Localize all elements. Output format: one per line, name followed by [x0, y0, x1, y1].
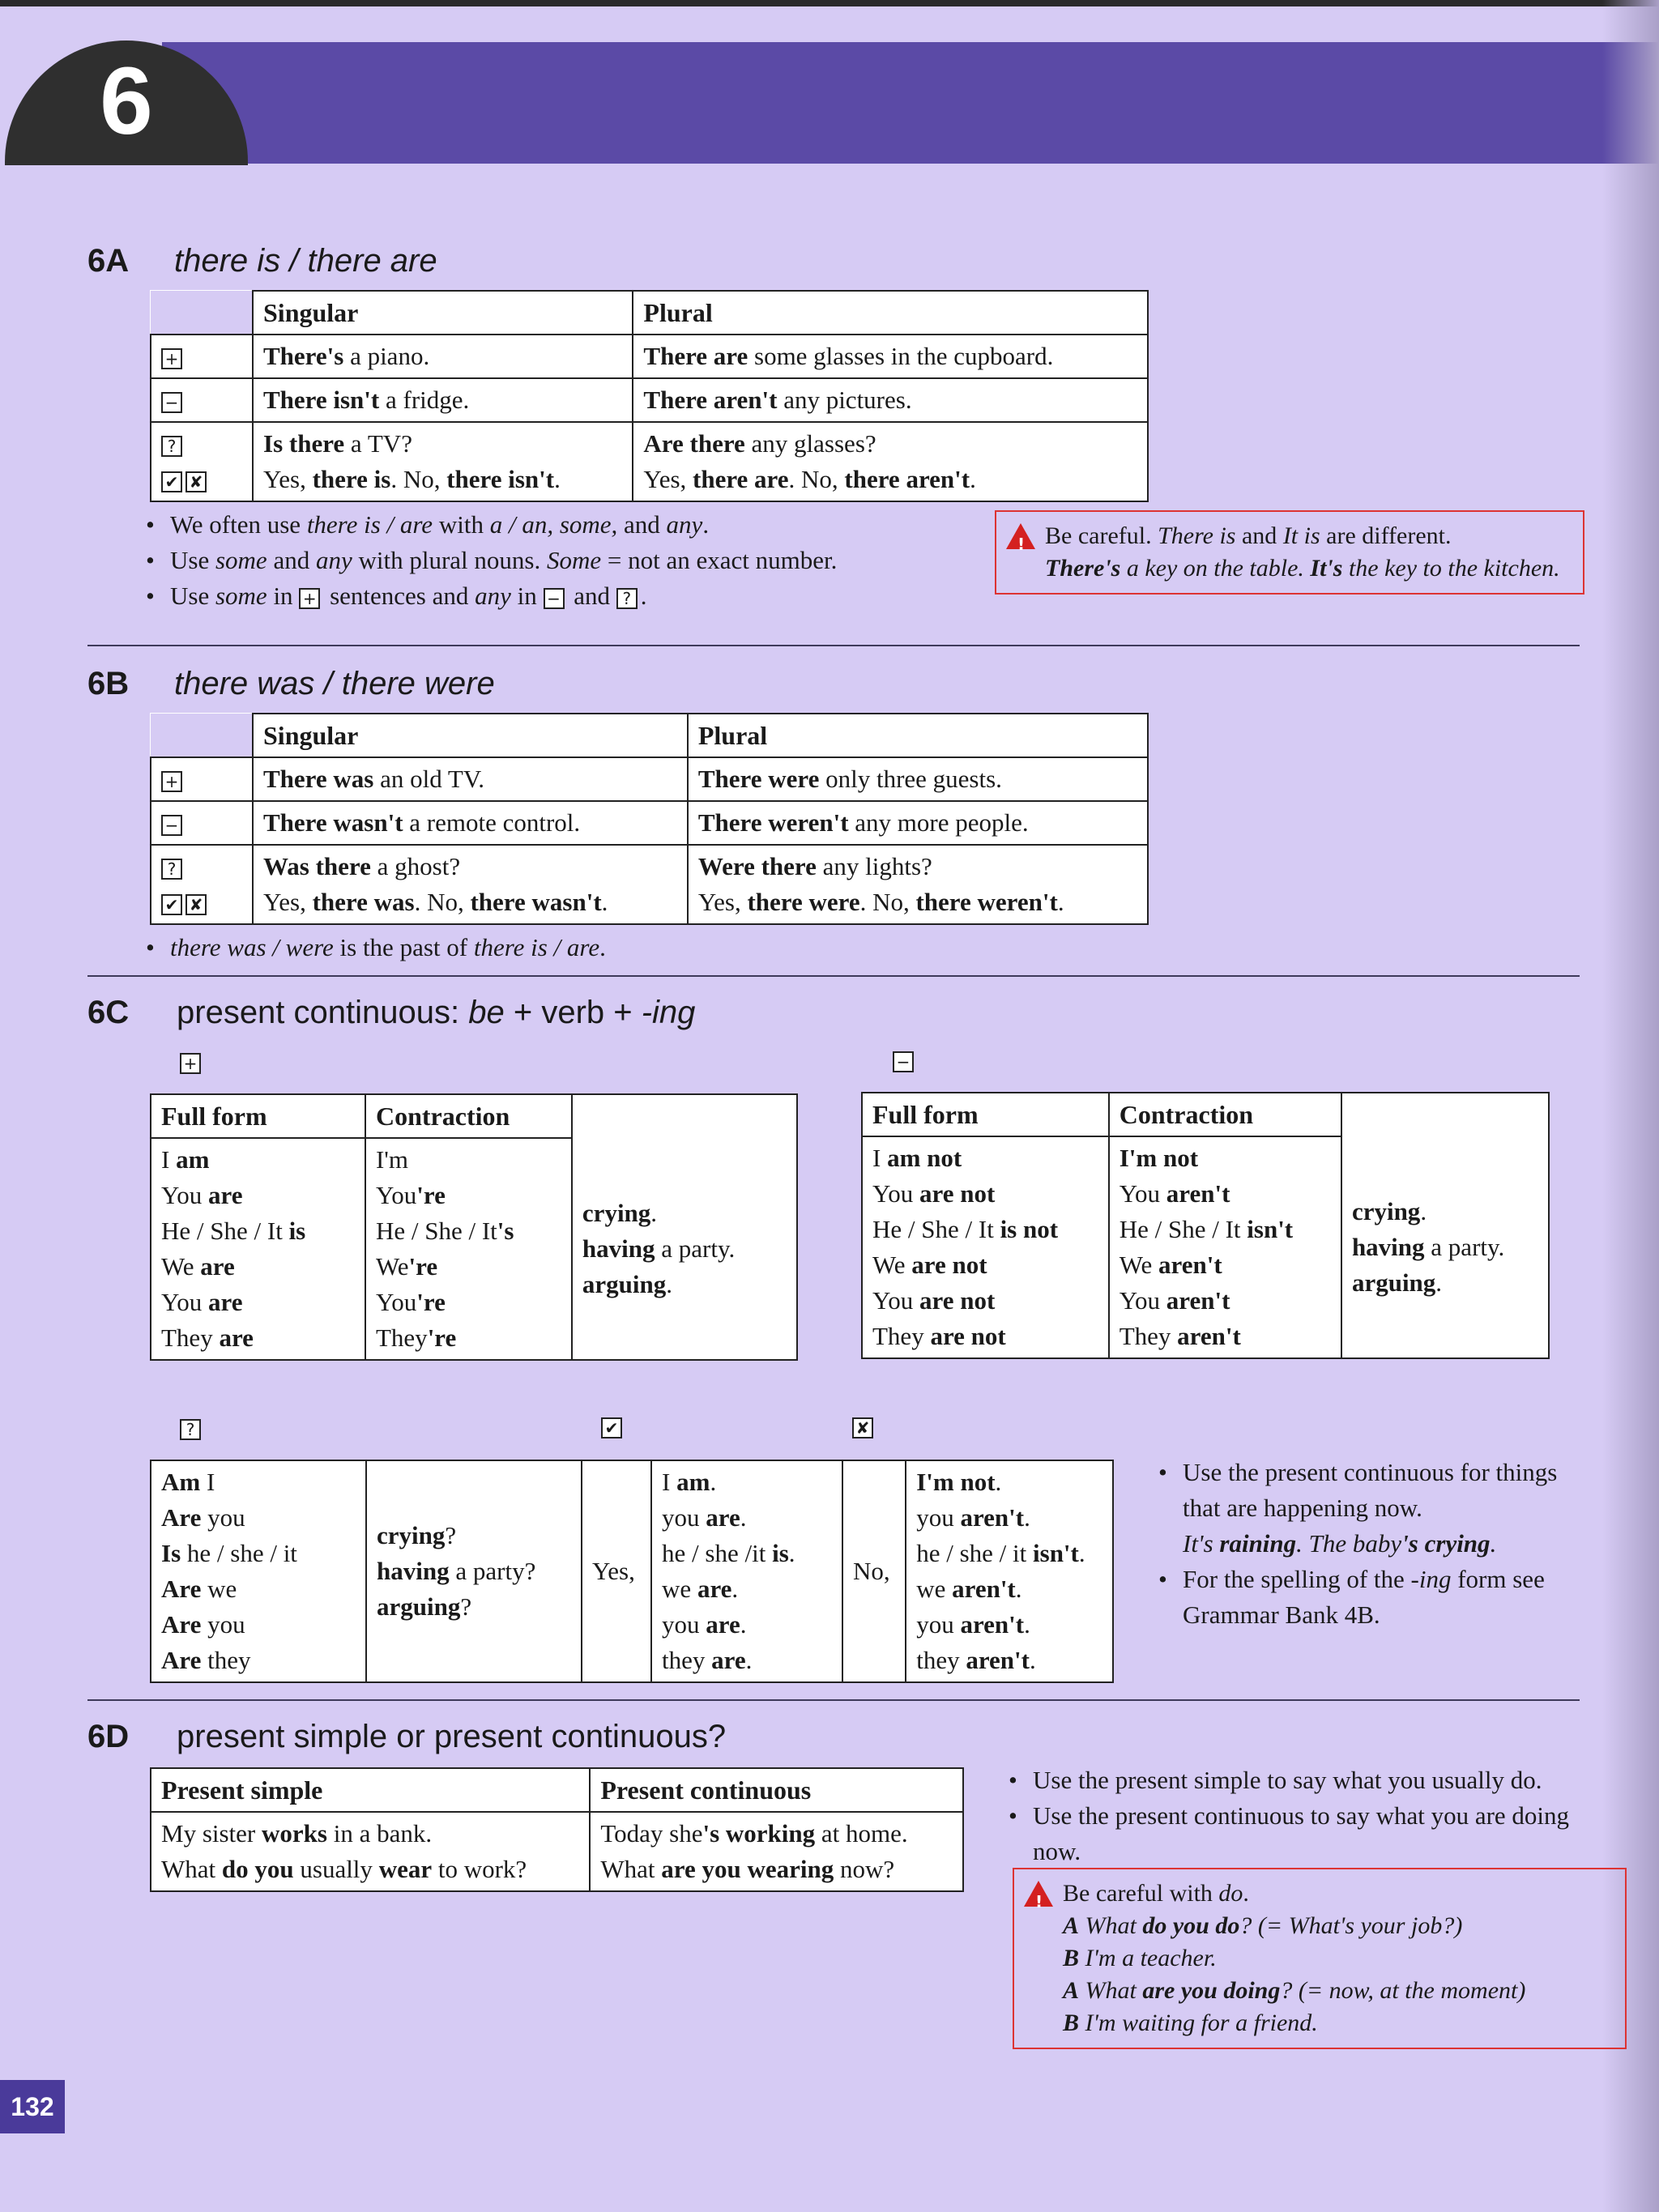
yes-label: Yes, — [582, 1460, 651, 1682]
list-item: • there was / were is the past of there is / are. — [146, 930, 956, 965]
header-full-form: Full form — [151, 1094, 365, 1138]
question-icon: ? — [161, 859, 182, 880]
table-6c-questions — [150, 1460, 1114, 1683]
notes-6a — [146, 507, 956, 614]
cross-icon: ✘ — [186, 471, 207, 492]
question-icon: ? — [161, 436, 182, 457]
table-row: − There wasn't a remote control. There weren't any more people. — [151, 801, 1148, 845]
section-title-6c: present continuous: be + verb + -ing — [177, 995, 696, 1030]
table-6c-positive — [150, 1093, 798, 1361]
unit-number: 6 — [5, 40, 248, 165]
list-item: • Use some in + sentences and any in − and ? . — [146, 578, 956, 614]
header-singular: Singular — [253, 291, 633, 335]
section-code-6a: 6A — [87, 243, 130, 279]
divider — [87, 975, 1580, 977]
header-singular: Singular — [253, 714, 688, 757]
minus-icon: − — [544, 588, 565, 609]
header-contraction: Contraction — [365, 1094, 572, 1138]
minus-icon: − — [893, 1051, 914, 1072]
section-title-6b: there was / there were — [174, 666, 495, 701]
table-row: ? ✔ ✘ Is there a TV? Yes, there is. No, there isn't. Are there any glasses? Yes, there are. No, there aren't. — [151, 422, 1148, 501]
list-item: • We often use there is / are with a / an, some, and any. — [146, 507, 956, 543]
cross-icon: ✘ — [186, 894, 207, 915]
warning-icon: ! — [1006, 523, 1035, 549]
table-row: I am You are He / She / It is We are You are They are I'm You're He / She / It's We're You're They're crying. having a party. arguing. — [151, 1138, 797, 1360]
notes-6b — [146, 930, 956, 965]
plus-icon: + — [299, 588, 320, 609]
divider — [87, 1699, 1580, 1701]
list-item: • Use the present simple to say what you usually do. — [1009, 1762, 1608, 1798]
section-title-6a: there is / there are — [174, 243, 437, 279]
header-present-simple: Present simple — [151, 1768, 590, 1812]
list-item: • For the spelling of the -ing form see Grammar Bank 4B. — [1158, 1562, 1580, 1633]
table-row: I am not You are not He / She / It is not We are not You are not They are not I'm not You aren't He / She / It isn't We aren't You aren't They aren't crying. having a party. arguing. — [862, 1136, 1549, 1358]
table-row: + There's a piano. There are some glasses in the cupboard. — [151, 335, 1148, 378]
plus-icon: + — [180, 1053, 201, 1074]
list-item: • Use some and any with plural nouns. Some = not an exact number. — [146, 543, 956, 578]
table-row: ? ✔ ✘ Was there a ghost? Yes, there was. No, there wasn't. Were there any lights? Yes, there were. No, there weren't. — [151, 845, 1148, 924]
minus-icon: − — [161, 815, 182, 836]
unit-banner — [162, 42, 1659, 164]
table-6d — [150, 1767, 964, 1892]
cross-icon: ✘ — [852, 1417, 873, 1438]
table-row: Am I Are you Is he / she / it Are we Are you Are they crying? having a party? arguing? Yes, I am. you are. he / she /it is. we are. you are. they are. No, I'm not. you aren't. he / she / it isn't. we aren't. you aren't. they aren't. — [151, 1460, 1113, 1682]
table-6c-negative — [861, 1092, 1550, 1359]
table-6a — [150, 290, 1149, 502]
section-code-6b: 6B — [87, 666, 130, 701]
table-6b — [150, 713, 1149, 925]
section-title-6d: present simple or present continuous? — [177, 1719, 727, 1754]
notes-6c — [1158, 1455, 1580, 1633]
table-row: + There was an old TV. There were only three guests. — [151, 757, 1148, 801]
table-row: − There isn't a fridge. There aren't any pictures. — [151, 378, 1148, 422]
no-label: No, — [842, 1460, 906, 1682]
list-item: • Use the present continuous to say what you are doing now. — [1009, 1798, 1608, 1869]
header-contraction: Contraction — [1109, 1093, 1341, 1136]
list-item: • Use the present continuous for things that are happening now. It's raining. The baby's crying. — [1158, 1455, 1580, 1562]
header-full-form: Full form — [862, 1093, 1109, 1136]
section-code-6d: 6D — [87, 1719, 130, 1754]
section-code-6c: 6C — [87, 995, 130, 1030]
minus-icon: − — [161, 392, 182, 413]
warning-box-6d: ! Be careful with do. A What do you do? (= What's your job?) B I'm a teacher. A What are you doing? (= now, at the moment) B I'm waiting for a friend. — [1013, 1868, 1627, 2049]
divider — [87, 645, 1580, 646]
top-edge — [0, 0, 1659, 6]
tick-icon: ✔ — [161, 894, 182, 915]
page-number: 132 — [0, 2080, 65, 2133]
header-plural: Plural — [633, 291, 1148, 335]
tick-icon: ✔ — [601, 1417, 622, 1438]
question-icon: ? — [616, 588, 638, 609]
warning-icon: ! — [1024, 1881, 1053, 1907]
plus-icon: + — [161, 771, 182, 792]
warning-box-6a: ! Be careful. There is and It is are different. There's a key on the table. It's the key to the kitchen. — [995, 510, 1584, 595]
question-icon: ? — [180, 1419, 201, 1440]
notes-6d — [1009, 1762, 1608, 1869]
table-row: My sister works in a bank. What do you usually wear to work? Today she's working at home. What are you wearing now? — [151, 1812, 963, 1891]
header-present-continuous: Present continuous — [590, 1768, 963, 1812]
header-plural: Plural — [688, 714, 1148, 757]
plus-icon: + — [161, 348, 182, 369]
tick-icon: ✔ — [161, 471, 182, 492]
